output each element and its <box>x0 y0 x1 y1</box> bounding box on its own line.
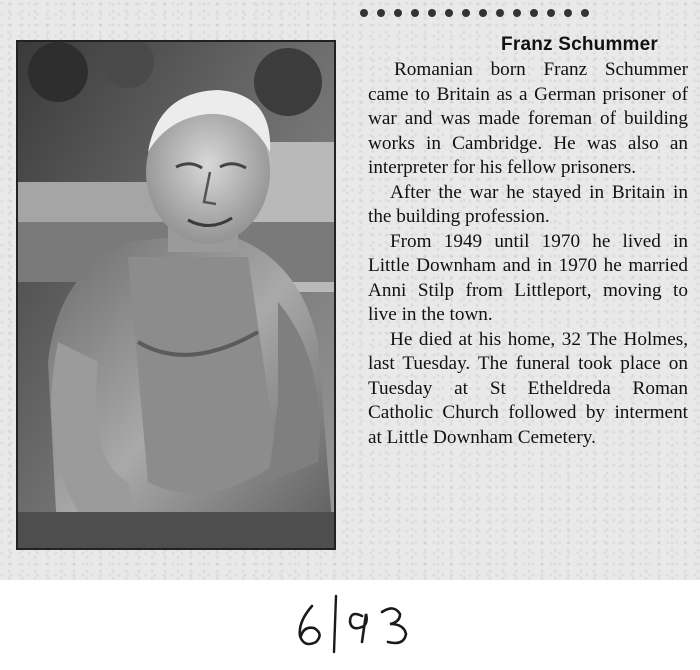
article-headline: Franz Schummer <box>501 34 658 55</box>
obituary-article <box>368 34 688 450</box>
handwritten-date <box>290 592 430 654</box>
article-paragraph: After the war he stayed in Britain in the building profession. <box>368 181 688 227</box>
portrait-photo <box>16 40 336 550</box>
article-paragraph: Romanian born Franz Schummer came to Britain as a German prisoner of war and was made foreman of building works in Cambridge. He was also an interpreter for his fellow prisoners. <box>368 59 688 178</box>
perforated-edge <box>360 4 660 14</box>
article-paragraph: From 1949 until 1970 he lived in Little Downham and in 1970 he married Anni Stilp from Littleport, moving to live in the town. <box>368 230 688 325</box>
article-paragraph: He died at his home, 32 The Holmes, last Tuesday. The funeral took place on Tuesday at St Etheldreda Roman Catholic Church followed by interment at Little Downham Cemetery. <box>368 328 688 448</box>
portrait-illustration <box>18 42 334 548</box>
